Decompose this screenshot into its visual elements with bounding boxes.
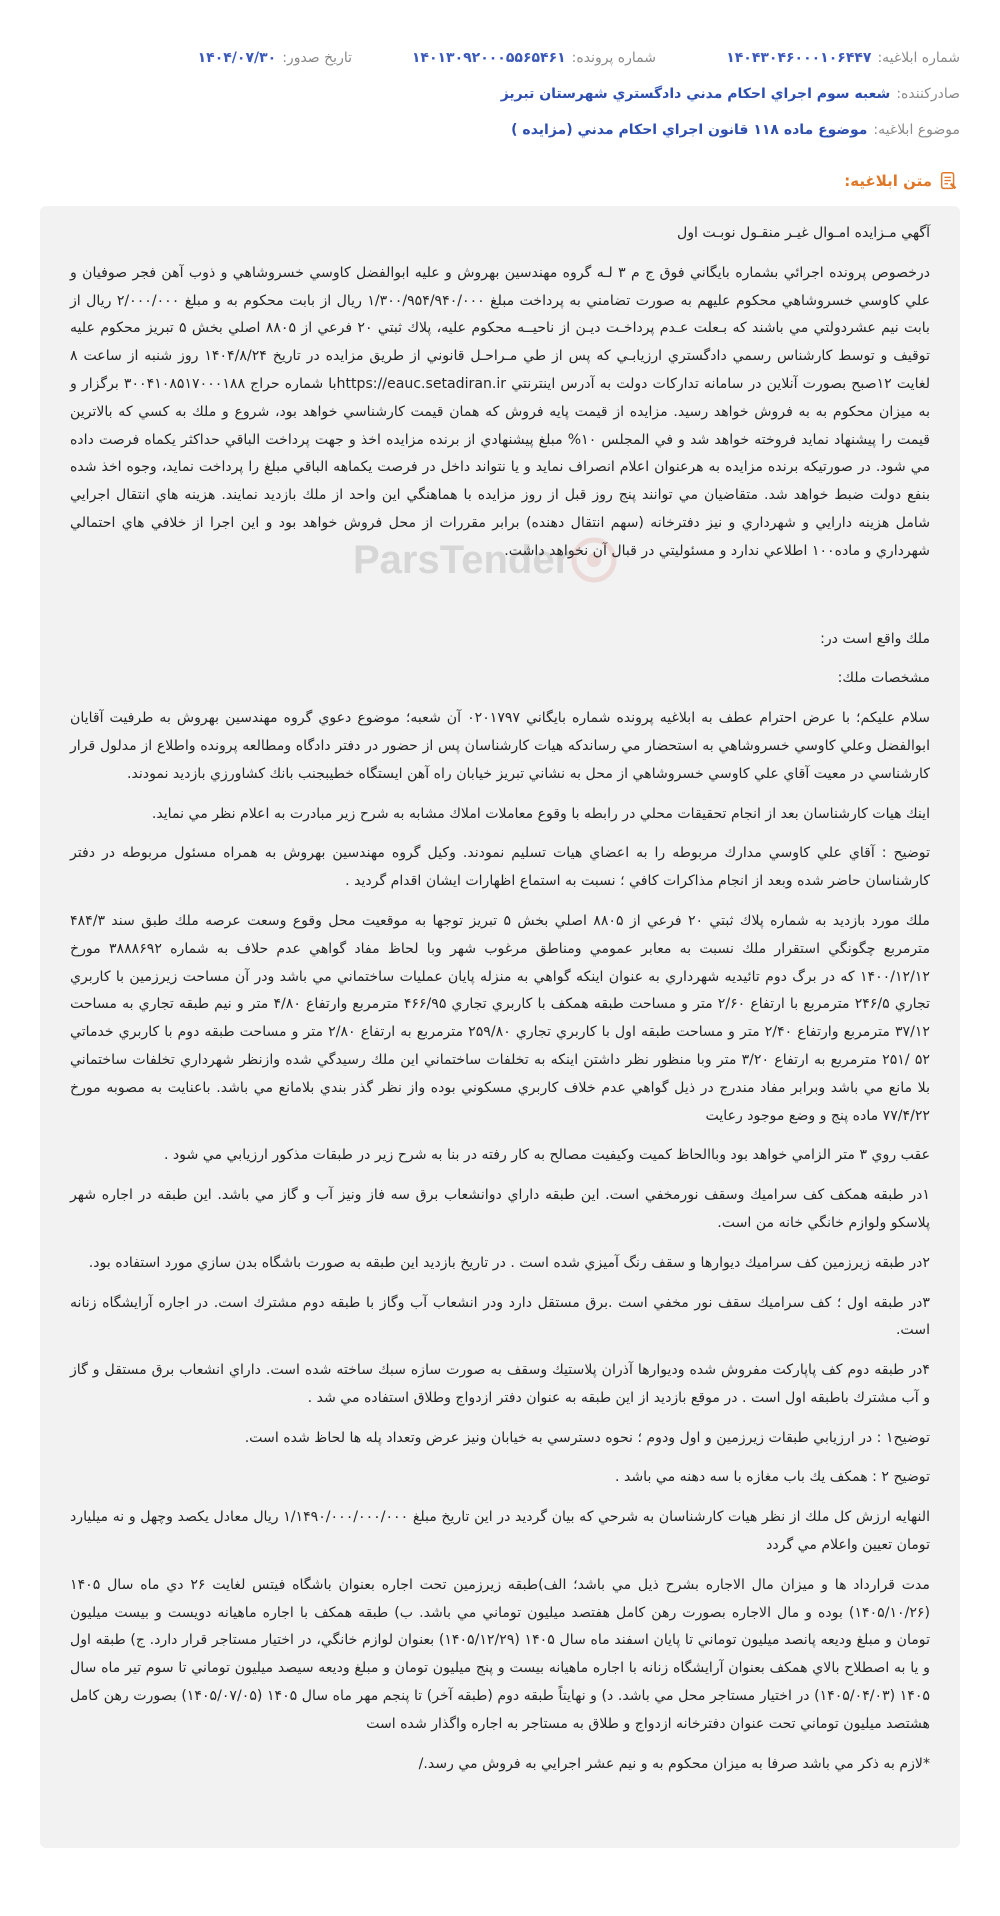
notice-paragraph: سلام عليكم؛ با عرض احترام عطف به ابلاغيه پرونده شماره بايگاني ۰۲۰۱۷۹۷ آن شعبه؛ موضوع دعوي گروه مهندسين بهروش به طرفيت آقايان ابوالفضل وعلي كاوسي خسروشاهي به استحضار مي رساندكه هيات كارشناسان پس از حضور در دفتر دادگاه ومطالعه پرونده واطلاع از مدلول قرار كارشناسي در معيت آقاي علي كاوسي خسروشاهي از محل به نشاني تبريز خيابان راه آهن ايستگاه خطيبجنب بانك كشاورزي بازديد نمودند. (70, 710, 930, 782)
subject-label: موضوع ابلاغيه: (873, 122, 960, 138)
notice-paragraph: عقب روي ۳ متر الزامي خواهد بود وباالحاظ كميت وكيفيت مصالح به كار رفته در بنا به شرح زير در طبقات مذكور ارزيابي مي شود . (163, 1147, 930, 1164)
notice-paragraph: ملك مورد بازديد به شماره پلاك ثبتي ۲۰ فرعي از ۸۸۰۵ اصلي بخش ۵ تبريز توجها به موقعيت محل وقوع وسعت عرصه ملك طبق سند ۴۸۴/۳ مترمربع چگونگي استقرار ملك نسبت به معابر عمومي ومناطق مرغوب شهر وبا لحاظ مفاد گواهي عدم حلاف به شماره ۳۸۸۸۶۹۲ مورخ ۱۴۰۰/۱۲/۱۲ كه در برگ دوم تائيديه شهرداري به عنوان اينكه گواهي به منزله پايان عمليات ساختماني مي باشد ودر آن مساحت زيرزمين با كاربري تجاري ۲۴۶/۵ مترمربع با ارتفاع ۲/۶۰ متر و مساحت طبقه همكف با كاربري تجاري ۴۶۶/۹۵ مترمربع وارتفاع ۴/۸۰ متر و نيم طبقه تجاري به مساحت ۳۷/۱۲ مترمربع وارتفاع ۲/۴۰ متر و مساحت طبقه اول با كاربري تجاري ۲۵۹/۸۰ مترمربع به ارتفاع ۲/۸۰ متر و مساحت طبقه دوم با كاربري خدماتي ۵۲ /۲۵۱ مترمربع به ارتفاع ۳/۲۰ متر وبا منظور نظر داشتن اينكه به تخلفات ساختماني اين ملك رسيدگي شده وازنظر شهرداري تخلفات ساختماني بلا مانع مي باشد وبرابر مفاد مندرج در ذيل گواهي عدم خلاف كاربري مسكوني بوده واز نظر گذر بندي بلامانع مي باشد. باعنايت به مصوبه مورخ ۷۷/۴/۲۲ ماده پنج و وضع موجود رعايت (70, 912, 930, 1124)
notice-paragraph: ۴در طبقه دوم كف پاپاركت مفروش شده وديوارها آذران پلاستيك وسقف به صورت سازه سبك ساخته شده است. داراي انشعاب برق مستقل و گاز و آب مشترك باطبقه اول است . در موقع بازديد از اين طبقه به عنوان دفتر ازدواج وطلاق استفاده مي شد . (70, 1362, 930, 1406)
notice-paragraph: درخصوص پرونده اجرائي بشماره بايگاني فوق ج م ۳ لـه گروه مهندسين بهروش و عليه ابوالفضل كاوسي خسروشاهي و ذوب آهن فجر صوفيان و علي كاوسي خسروشاهي محكوم عليهم به صورت تضامني به پرداخت مبلغ ۱/۳۰۰/۹۵۴/۹۴۰/۰۰۰ ريال از بابت محكوم به و مبلغ ۲/۰۰۰/۰۰۰ ريال از بابت نيم عشردولتي مي باشند كه بـعلت عـدم پرداخـت ديـن از ناحيــه محكوم عليه، پلاك ثبتي ۲۰ فرعي از ۸۸۰۵ اصلي بخش ۵ تبريز محكوم عليه توقيف و توسط كارشناس رسمي دادگستري ارزيابـي كه پس از طي مـراحـل قانوني از طريق مزايده در تاريخ ۱۴۰۴/۸/۲۴ روز شنبه از ساعت ۸ لغايت ۱۲صبح بصورت آنلاين در سامانه تداركات دولت به آدرس اينترنتي https://eauc.setadiran.irبا شماره حراج ۳۰۰۴۱۰۸۵۱۷۰۰۰۱۸۸ برگزار و به ميزان محكوم به به فروش خواهد رسيد. مزايده از قيمت پايه فروش كه همان قيمت كارشناسي خواهد بود، شروع و ملك به كسي كه بالاترين قيمت را پيشنهاد نمايد فروخته خواهد شد و في المجلس ۱۰% مبلغ پيشنهادي از برنده مزايده اخذ و جهت پرداخت الباقي حداكثر يكماه فرصت داده مي شود. در صورتيكه برنده مزايده به هرعنوان اعلام انصراف نمايد و يا نتواند داخل در فرصت يكماهه الباقي مبلغ را پرداخت نمايد، وجوه اخذ شده بنفع دولت ضبط خواهد شد. متقاضيان مي توانند پنج روز قبل از روز مزايده با هماهنگي اين واحد از ملك بازديد نمايند. هزينه هاي انتقال اجرايي شامل هزينه دارايي و شهرداري و نيز دفترخانه (سهم انتقال دهنده) برابر مقررات از محل فروش خواهد بود و اين اجرا از خلافي هاي احتمالي شهرداري و ماده۱۰۰ اطلاعي ندارد و مسئوليتي در قبال آن نخواهد داشت. (70, 264, 931, 559)
issuer-label: صادرکننده: (896, 86, 960, 102)
notice-number (656, 50, 960, 66)
notice-paragraph: اينك هيات كارشناسان بعد از انجام تحقيقات محلي در رابطه با وقوع معاملات املاك مشابه به شرح زير مبادرت به اعلام نظر مي نمايد. (151, 805, 930, 822)
notice-title: آگهي مـزايده امـوال غيـر منقـول نوبـت اول (676, 225, 930, 241)
notice-paragraph: *لازم به ذكر مي باشد صرفا به ميزان محكوم به و نيم عشر اجرايي به فروش مي رسد./ (418, 1755, 930, 1772)
notice-paragraph: النهايه ارزش كل ملك از نظر هيات كارشناسان به شرحي كه بيان گرديد در اين تاريخ مبلغ ۱/۱۴۹۰/۰۰۰/۰۰۰/۰۰۰ ريال معادل يكصد وچهل و نه ميليارد تومان تعيين واعلام مي گردد (70, 1509, 930, 1554)
property-specs-label: مشخصات ملك: (837, 670, 930, 687)
case-number (352, 50, 656, 66)
notice-text-heading (844, 170, 960, 192)
subject-value: موضوع ماده ۱۱۸ قانون اجراي احكام مدني (مزايده ) (511, 122, 868, 138)
notice-number-value: ۱۴۰۴۳۰۴۶۰۰۰۱۰۶۴۴۷ (726, 50, 872, 66)
meta-row-numbers (40, 46, 960, 70)
issuer-value: شعبه سوم اجراي احكام مدني دادگستري شهرستان تبريز (500, 86, 891, 102)
notice-paragraph: توضيح : آقاي علي كاوسي مدارك مربوطه را به اعضاي هيات تسليم نمودند. وكيل گروه مهندسين بهروش به همراه مسئول مربوطه در دفتر كارشناسان حاضر شده وبعد از انجام مذاكرات كافي ؛ نسبت به استماع اظهارات ايشان اقدام گرديد . (70, 845, 930, 890)
notice-paragraph: توضيح۱ : در ارزيابي طبقات زيرزمين و اول ودوم ؛ نحوه دسترسي به خيابان ونيز عرض وتعداد پله ها لحاظ شده است. (244, 1429, 930, 1446)
notice-paragraph: توضيح ۲ : همكف يك باب مغازه با سه دهنه مي باشد . (615, 1469, 930, 1486)
issue-date-value: ۱۴۰۴/۰۷/۳۰ (197, 50, 277, 66)
notice-meta (40, 46, 960, 154)
meta-row-issuer (40, 82, 960, 106)
notice-number-label: شماره ابلاغيه: (877, 50, 960, 66)
document-icon (938, 170, 960, 192)
case-number-value: ۱۴۰۱۳۰۹۲۰۰۰۵۵۶۵۴۶۱ (411, 50, 566, 66)
notice-paragraph: ۱در طبقه همكف كف سراميك وسقف نورمخفي است. اين طبقه داراي دوانشعاب برق سه فاز ونيز آب و گاز مي باشد. اين طبقه در اجاره شهر پلاسكو ولوازم خانگي خانه من است. (70, 1187, 930, 1231)
property-location-label: ملك واقع است در: (820, 630, 930, 647)
notice-paragraph: ۳در طبقه اول ؛ كف سراميك سقف نور مخفي است .برق مستقل دارد ودر انشعاب آب وگاز با طبقه دوم مشترك است. در اجاره آرايشگاه زنانه است. (70, 1294, 930, 1339)
meta-row-subject (40, 118, 960, 142)
issue-date (48, 50, 352, 66)
notice-paragraph: ۲در طبقه زيرزمين كف سراميك ديوارها و سقف رنگ آميزي شده است . در تاريخ بازديد اين طبقه به صورت باشگاه بدن سازي مورد استفاده بود. (88, 1254, 930, 1271)
notice-paragraph: مدت قرارداد ها و ميزان مال الاجاره بشرح ذيل مي باشد؛ الف)طبقه زيرزمين تحت اجاره بعنوان باشگاه فيتس لغايت ۲۶ دي ماه سال ۱۴۰۵ (۱۴۰۵/۱۰/۲۶) بوده و مال الاجاره بصورت رهن كامل هفتصد ميليون توماني مي باشد. ب) طبقه همكف با اجاره ماهيانه دويست و بيست ميليون تومان و مبلغ وديعه پانصد ميليون توماني تا پايان اسفند ماه سال ۱۴۰۵ (۱۴۰۵/۱۲/۲۹) بعنوان لوازم خانگي، در اختيار مستاجر قرار دارد. ج) طبقه اول و يا به اصطلاح بالاي همكف بعنوان آرايشگاه زنانه با اجاره ماهيانه بيست و پنج ميليون تومان و مبلغ وديعه سيصد ميليون توماني تا سوم تير ماه سال ۱۴۰۵ (۱۴۰۵/۰۴/۰۳) در اختيار مستاجر محل مي باشد. د) و نهايتاً طبقه دوم (طبقه آخر) تا پنجم مهر ماه سال ۱۴۰۵ (۱۴۰۵/۰۷/۰۵) بصورت رهن كامل هشتصد ميليون توماني تحت عنوان دفترخانه ازدواج و طلاق به مستاجر به اجاره واگذار شده است (70, 1576, 930, 1732)
case-number-label: شماره پرونده: (571, 50, 656, 66)
notice-body (40, 206, 960, 1848)
notice-text-heading-label: متن ابلاغيه: (844, 172, 932, 190)
issue-date-label: تاريخ صدور: (282, 50, 352, 66)
watermark-text: ParsTender (353, 537, 571, 582)
